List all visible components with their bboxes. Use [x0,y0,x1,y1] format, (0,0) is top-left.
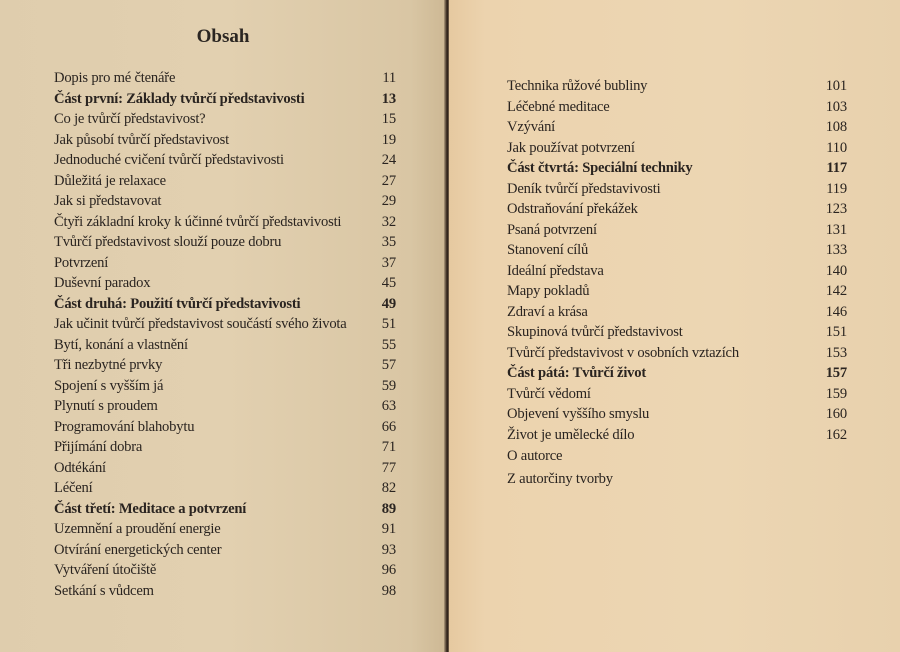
toc-entry-label: Co je tvůrčí představivost? [54,111,206,127]
toc-entry-label: Otvírání energetických center [54,541,222,558]
toc-entry-label: Vytváření útočiště [54,562,157,578]
toc-entry-page: 32 [381,213,396,230]
toc-entry-page: 123 [825,201,847,217]
toc-entry-page: 157 [825,365,847,381]
toc-entry-label: Technika růžové bubliny [507,78,648,94]
toc-entry-page: 49 [381,295,396,312]
toc-entry-label: Tři nezbytné prvky [54,357,163,373]
toc-entry [507,261,847,282]
toc-entry [54,253,396,274]
toc-entry [54,417,396,438]
toc-entry [54,68,396,89]
toc-entry-page: 13 [381,90,396,107]
toc-entry [507,281,847,302]
toc-entry-page: 153 [825,344,847,361]
toc-entry-label: Potvrzení [54,254,109,271]
toc-entry [54,355,396,376]
toc-entry [507,117,847,138]
toc-entry [507,425,847,446]
toc-entry-page: 55 [381,336,396,353]
toc-entry-page: 103 [825,98,847,115]
toc-entry-label: Čtyři základní kroky k účinné tvůrčí představivosti [54,213,342,230]
toc-entry-page: 71 [381,439,396,455]
toc-entry-label: Léčení [54,480,93,496]
toc-entry-page: 24 [381,152,396,168]
toc-part-heading [54,499,396,520]
toc-entry-label: Uzemnění a proudění energie [54,521,221,537]
toc-entry-label: Stanovení cílů [507,242,589,258]
toc-entry-page: 19 [381,131,396,148]
toc-entry-label: Jak si představovat [54,193,162,209]
toc-entry-page: 133 [825,242,847,258]
toc-entry-page: 119 [826,180,847,197]
toc-entry-label: Plynutí s proudem [54,398,158,414]
toc-entry-label: Část třetí: Meditace a potvrzení [54,500,247,517]
toc-entry-label: Deník tvůrčí představivosti [507,180,661,197]
toc-part-heading [54,89,396,110]
toc-entry [507,240,847,261]
toc-entry [54,109,396,130]
toc-entry-page: 37 [381,254,396,271]
toc-entry-page: 110 [826,139,847,156]
toc-entry-page: 93 [381,541,396,558]
toc-entry-label: Programování blahobytu [54,418,195,435]
toc-entry-page: 15 [381,111,396,127]
toc-entry-page: 66 [381,418,396,435]
toc-entry-label: Jak působí tvůrčí představivost [54,131,229,148]
toc-entry [507,76,847,97]
toc-entry-label: Část pátá: Tvůrčí život [507,365,647,381]
toc-entry-page: 98 [381,582,396,599]
toc-entry-label: Ideální představa [507,262,604,279]
toc-entry [54,376,396,397]
toc-entry [54,560,396,581]
toc-entry-page: 101 [825,78,847,94]
toc-entry-label: Odstraňování překážek [507,201,638,217]
toc-entry-label: Objevení vyššího smyslu [507,406,650,422]
toc-list-right [507,76,847,491]
toc-entry-label: Část první: Základy tvůrčí představivosti [54,90,305,107]
toc-entry-page: 91 [381,521,396,537]
toc-entry [507,97,847,118]
toc-entry-page: 151 [825,324,847,340]
toc-entry-page: 159 [825,385,847,402]
toc-entry-page: 162 [825,426,847,443]
toc-entry-label: Důležitá je relaxace [54,172,166,189]
toc-entry [54,130,396,151]
toc-entry [507,322,847,343]
toc-entry-label: Mapy pokladů [507,283,590,299]
toc-entry-page: 96 [381,562,396,578]
toc-entry-page: 51 [381,316,396,332]
toc-entry-label: Spojení s vyšším já [54,377,164,394]
toc-entry [507,199,847,220]
toc-entry [507,138,847,159]
toc-entry [54,335,396,356]
right-page [449,0,900,652]
toc-entry-label: Psaná potvrzení [507,221,597,238]
toc-entry-label: Vzývání [507,119,556,135]
toc-entry [507,343,847,364]
toc-part-heading [54,294,396,315]
toc-entry-page: 108 [825,119,847,135]
toc-entry-page: 77 [381,459,396,476]
toc-entry-page: 131 [825,221,847,238]
toc-entry [54,519,396,540]
toc-entry [54,232,396,253]
toc-entry-label: Jak používat potvrzení [507,139,635,156]
toc-entry-page: 59 [381,377,396,394]
toc-entry-page: 57 [381,357,396,373]
toc-entry-label: Léčebné meditace [507,98,610,115]
toc-entry-label: Jednoduché cvičení tvůrčí představivosti [54,152,284,168]
toc-entry [54,314,396,335]
toc-entry [54,191,396,212]
toc-entry [54,150,396,171]
toc-entry-label: Přijímání dobra [54,439,143,455]
toc-entry-page: 117 [826,160,847,176]
toc-entry [507,220,847,241]
toc-entry [507,404,847,425]
toc-entry-label: Tvůrčí představivost slouží pouze dobru [54,234,282,250]
toc-entry-page: 140 [825,262,847,279]
toc-entry-label: Část čtvrtá: Speciální techniky [507,160,693,176]
toc-part-heading [507,158,847,179]
toc-entry-label: Zdraví a krása [507,303,588,320]
toc-entry [54,478,396,499]
toc-entry-page: 146 [825,303,847,320]
toc-entry-label: Tvůrčí představivost v osobních vztazích [507,344,739,361]
toc-entry-label: Setkání s vůdcem [54,582,154,599]
toc-entry-page: 27 [381,172,396,189]
toc-entry [507,468,847,491]
toc-entry-label: O autorce [507,448,563,464]
toc-entry-page: 29 [381,193,396,209]
toc-entry-label: Skupinová tvůrčí představivost [507,324,683,340]
toc-entry-page: 142 [825,283,847,299]
toc-entry-label: Bytí, konání a vlastnění [54,336,188,353]
toc-entry [54,581,396,602]
toc-entry-page: 160 [825,406,847,422]
toc-entry-label: Odtékání [54,459,106,476]
toc-entry-page: 89 [381,500,396,517]
toc-entry-label: Z autorčiny tvorby [507,471,613,487]
toc-entry [507,302,847,323]
toc-entry [507,445,847,468]
toc-entry-label: Život je umělecké dílo [507,426,635,443]
toc-entry-page: 45 [381,275,396,291]
toc-list-left [54,68,396,601]
toc-entry-page: 11 [382,70,396,86]
toc-entry-label: Duševní paradox [54,275,151,291]
page-title: Obsah [196,26,250,47]
toc-entry-page: 63 [381,398,396,414]
toc-entry [54,458,396,479]
toc-entry [507,179,847,200]
toc-entry [54,437,396,458]
toc-entry [54,540,396,561]
toc-entry-label: Jak učinit tvůrčí představivost součástí svého života [54,316,347,332]
toc-entry [507,384,847,405]
toc-entry-label: Dopis pro mé čtenáře [54,70,176,86]
toc-entry-label: Část druhá: Použití tvůrčí představivosti [54,295,301,312]
toc-entry-page: 82 [381,480,396,496]
toc-entry [54,273,396,294]
toc-entry [54,396,396,417]
left-page [0,0,446,652]
toc-entry-page: 35 [381,234,396,250]
toc-entry [54,171,396,192]
toc-entry-label: Tvůrčí vědomí [507,385,591,402]
toc-part-heading [507,363,847,384]
toc-entry [54,212,396,233]
